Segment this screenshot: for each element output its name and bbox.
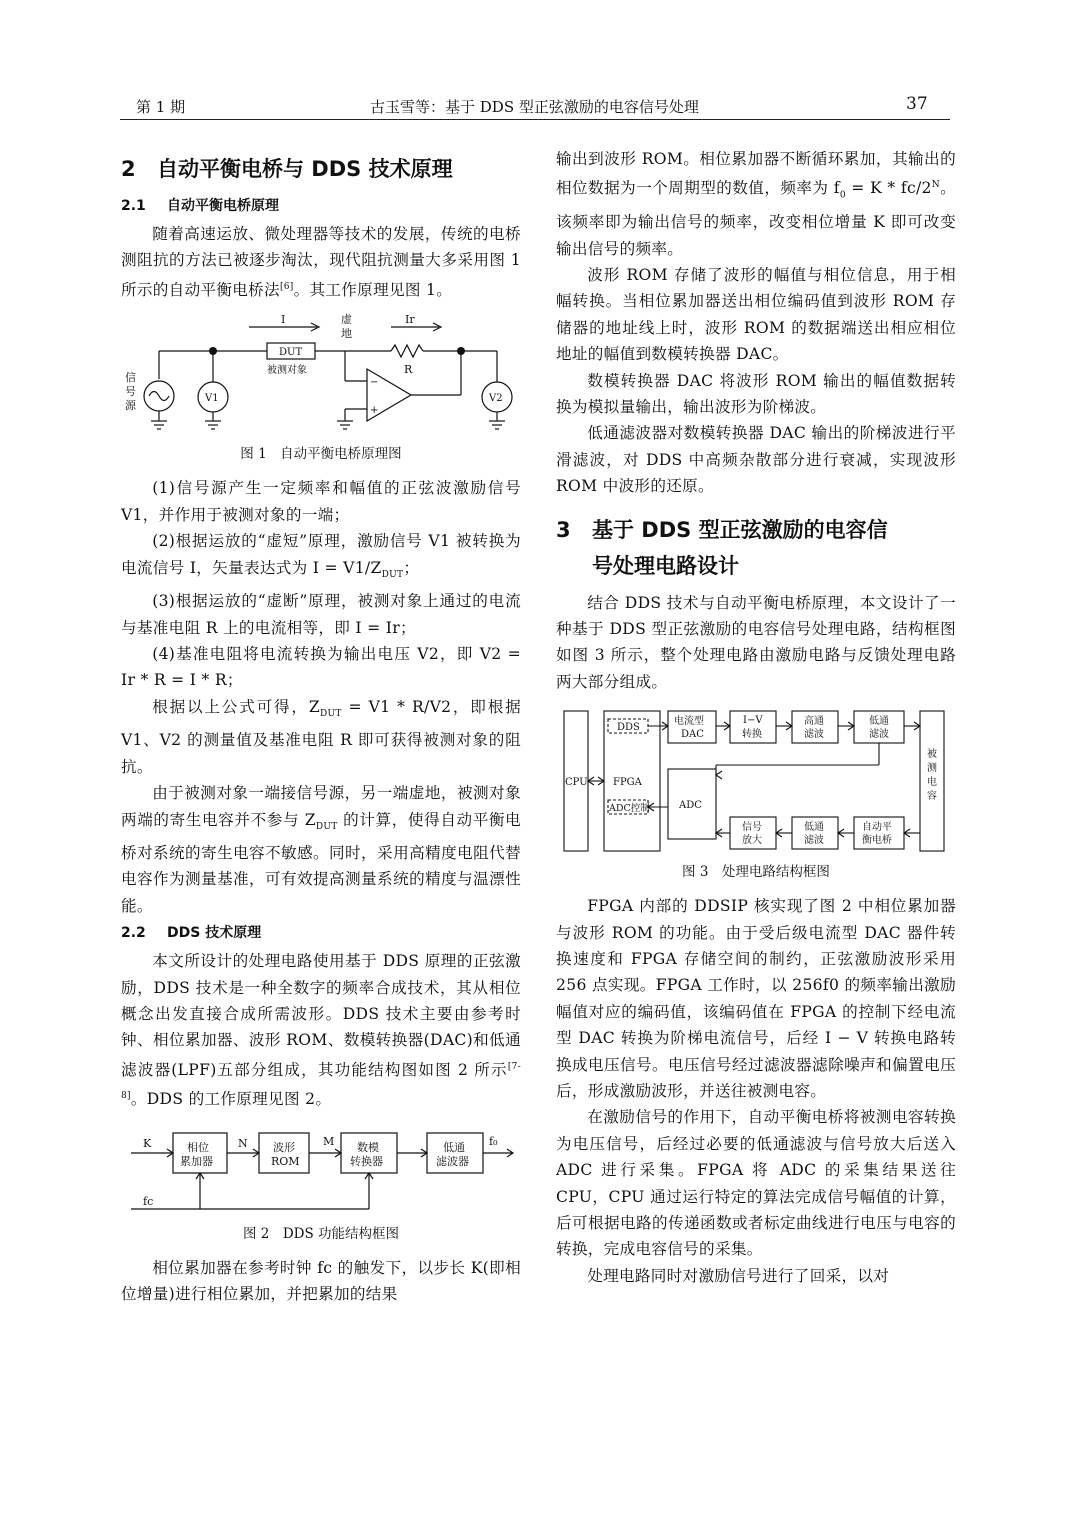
fc-label: fc [143,1195,154,1209]
section-2-2-heading: 2.2 DDS 技术原理 [121,925,262,942]
header-rule [120,119,950,120]
iv-convert-label: I−V [743,715,763,727]
opamp-plus: + [370,405,379,417]
virtual-ground-label: 虚 [341,313,352,327]
current-dac-label: 电流型 [674,716,704,728]
dac-label-2: 转换器 [350,1155,383,1169]
paragraph: 相位累加器在参考时钟 fc 的触发下，以步长 K(即相位增量)进行相位累加，并把累加的结果 [121,1259,521,1304]
source-label-1: 信 [125,371,136,385]
amp-label: 信号 [742,822,762,834]
processing-circuit-diagram [556,707,956,857]
paragraph: 输出到波形 ROM。相位累加器不断循环累加，其输出的相位数据为一个周期型的数值，频率为 $f_0 = K * fc/2^N$。该频率即为输出信号的频率，改变相位增量 K 即可改变输出信号的频率。 [556,150,956,258]
v1-label: V1 [205,393,219,405]
dut-caption: 被测对象 [267,365,307,377]
current-label-Ir: Ir [405,313,415,327]
dut-cap-label-4: 容 [927,791,937,803]
source-label-3: 源 [125,399,136,413]
paragraph: 根据以上公式可得，$Z_{DUT} = V1 * R/V2$，即根据 V1、V2 的测量值及基准电阻 R 即可获得被测对象的阻抗。 [121,697,521,776]
section-2-heading: 2 自动平衡电桥与 DDS 技术原理 [121,157,453,181]
bridge-circuit-diagram [121,309,521,439]
page-number: 37 [906,94,928,114]
input-k-label: K [143,1137,152,1151]
amp-label-2: 放大 [742,835,762,847]
resistor-label: R [404,363,413,377]
phase-accumulator-label: 相位 [187,1141,209,1155]
waveform-rom-label-2: ROM [271,1155,300,1169]
dut-cap-label-3: 电 [927,777,937,789]
cpu-label: CPU [565,777,588,789]
dut-cap-label-1: 被 [927,749,937,761]
paragraph: FPGA 内部的 DDSIP 核实现了图 2 中相位累加器与波形 ROM 的功能。由于受后级电流型 DAC 器件转换速度和 FPGA 存储空间的制约，正弦激励波形采用 256 点实现。FPGA 工作时，以 256f0 的频率输出激励幅值对应的编码值，该编码值在 FPGA 的控制下经电流型 DAC 转换为阶梯电流信号，后经 I − V 转换电路转换成电压信号。电压信号经过滤波器滤除噪声和偏置电压后，形成激励波形，并送往被测电容。 [556,897,956,1101]
current-label-I: I [281,313,286,327]
fpga-label: FPGA [613,777,642,789]
section-2-1-heading: 2.1 自动平衡电桥原理 [121,198,279,214]
paragraph: 随着高速运放、微处理器等技术的发展，传统的电桥测阻抗的方法已被逐步淘汰，现代阻抗测量大多采用图 1 所示的自动平衡电桥法[6]。其工作原理见图 1。 [121,225,521,299]
paragraph: 低通滤波器对数模转换器 DAC 输出的阶梯波进行平滑滤波，对 DDS 中高频杂散部分进行衰减，实现波形 ROM 中波形的还原。 [556,424,956,496]
running-title: 古玉雪等：基于 DDS 型正弦激励的电容信号处理 [370,98,699,116]
phase-accumulator-label-2: 累加器 [180,1155,213,1169]
paragraph: 波形 ROM 存储了波形的幅值与相位信息，用于相幅转换。当相位累加器送出相位编码值到波形 ROM 存储器的地址线上时，波形 ROM 的数据端送出相应相位地址的幅值到数模转换器 DAC。 [556,265,956,364]
lowpass-1-label-2: 滤波 [869,729,889,741]
m-label: M [323,1135,335,1149]
figure-3 [556,707,956,857]
paragraph: 处理电路同时对激励信号进行了回采，以对 [587,1266,890,1285]
lowpass-2-label: 低通 [804,822,824,834]
adc-label: ADC [679,800,702,812]
lpf-label: 低通 [443,1141,465,1155]
paragraph: 本文所设计的处理电路使用基于 DDS 原理的正弦激励，DDS 技术是一种全数字的频率合成技术，其从相位概念出发直接合成所需波形。DDS 技术主要由参考时钟、相位累加器、波形 ROM、数模转换器(DAC)和低通滤波器(LPF)五部分组成，其功能结构图如图 2 所示[7-8]。DDS 的工作原理见图 2。 [121,952,521,1109]
adc-control-label: ADC控制 [609,803,650,815]
left-column [121,146,521,1308]
figure-3-caption: 图 3 处理电路结构框图 [682,864,830,881]
lowpass-2-label-2: 滤波 [804,835,824,847]
list-item: (1)信号源产生一定频率和幅值的正弦波激励信号 V1，并作用于被测对象的一端； [121,479,521,524]
figure-2 [121,1127,521,1219]
list-item: (4)基准电阻将电流转换为输出电压 V2，即 V2 = Ir * R = I * R； [121,644,521,690]
figure-1 [121,309,521,439]
current-dac-label-2: DAC [681,729,704,741]
v2-label: V2 [489,393,503,405]
dut-box-label: DUT [279,347,303,359]
opamp-minus: − [370,377,379,389]
source-label-2: 号 [125,385,136,399]
waveform-rom-label: 波形 [273,1141,295,1155]
virtual-ground-label-2: 地 [341,327,352,341]
figure-2-caption: 图 2 DDS 功能结构框图 [242,1226,400,1243]
lowpass-1-label: 低通 [869,716,889,728]
paragraph: 由于被测对象一端接信号源，另一端虚地，被测对象两端的寄生电容并不参与 $Z_{DUT}$ 的计算，使得自动平衡电桥对系统的寄生电容不敏感。同时，采用高精度电阻代替电容作为测量基准，可有效提高测量系统的精度与温漂性能。 [121,784,521,915]
dds-core-label: DDS [617,722,640,734]
right-column [556,146,956,1289]
highpass-label-2: 滤波 [804,729,824,741]
list-item: (3)根据运放的“虚断”原理，被测对象上通过的电流与基准电阻 R 上的电流相等，即 I = Ir； [121,592,521,637]
highpass-label: 高通 [804,716,824,728]
lpf-label-2: 滤波器 [436,1155,469,1169]
dac-label: 数模 [357,1141,379,1155]
paragraph: 数模转换器 DAC 将波形 ROM 输出的幅值数据转换为模拟量输出，输出波形为阶梯波。 [556,371,956,416]
list-item: (2)根据运放的“虚短”原理，激励信号 V1 被转换为电流信号 I，矢量表达式为 $I = V1/Z_{DUT}$； [121,532,521,580]
section-3-heading: 3 基于 DDS 型正弦激励的电容信 号处理电路设计 [556,517,888,578]
paragraph: 在激励信号的作用下，自动平衡电桥将被测电容转换为电压信号，后经过必要的低通滤波与信号放大后送入 ADC 进行采集。FPGA 将 ADC 的采集结果送往 CPU，CPU 通过运行特定的算法完成信号幅值的计算，后可根据电路的传递函数或者标定曲线进行电压与电容的转换，完成电容信号的采集。 [556,1108,956,1259]
dds-block-diagram [121,1127,521,1219]
paragraph: 结合 DDS 技术与自动平衡电桥原理，本文设计了一种基于 DDS 型正弦激励的电容信号处理电路，结构框图如图 3 所示，整个处理电路由激励电路与反馈处理电路两大部分组成。 [556,593,956,691]
bridge-label-2: 衡电桥 [862,835,892,847]
dut-cap-label-2: 测 [927,763,937,775]
iv-convert-label-2: 转换 [742,729,762,741]
fo-label: f₀ [489,1135,498,1149]
figure-1-caption: 图 1 自动平衡电桥原理图 [240,446,402,463]
n-label: N [238,1137,248,1151]
bridge-label: 自动平 [862,822,892,834]
issue-label: 第 1 期 [136,98,186,116]
